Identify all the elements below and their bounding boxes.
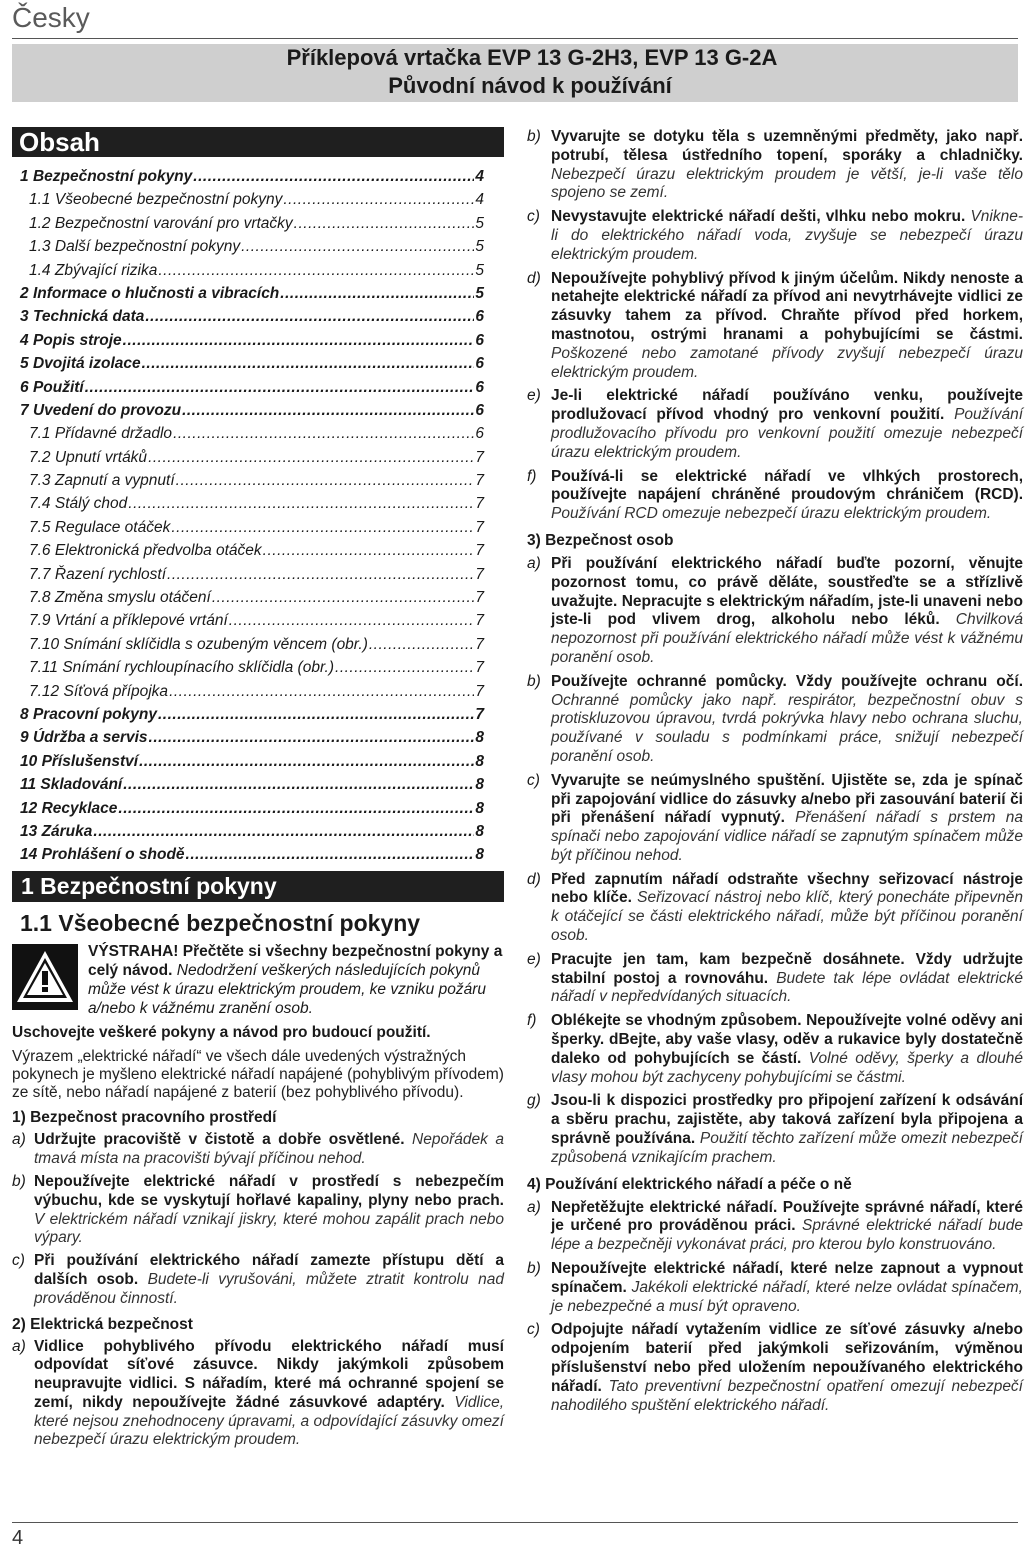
item-italic-text: V elektrickém nářadí vznikají jiskry, které mohou zapálit prach nebo výpary. <box>34 1210 504 1247</box>
toc-leader-dots <box>263 539 475 562</box>
toc-entry[interactable] <box>12 492 504 515</box>
toc-entry-page: 6 <box>475 355 484 373</box>
toc-leader-dots <box>186 843 475 866</box>
toc-leader-dots <box>294 212 475 235</box>
toc-leader-dots <box>93 820 474 843</box>
item-italic-text: Chvilková nepozornost při používání elektrického nářadí může vést k vážnému poranění osob. <box>551 611 1023 666</box>
toc-entry-label <box>20 726 148 749</box>
toc-entry-page: 8 <box>475 752 484 770</box>
left-instructions <box>12 1108 504 1450</box>
warning-italic-text: Nedodržení veškerých následujících pokynů může vést k úrazu elektrickým proudem, ke vzniku požáru a/nebo k vážnému zranění osob. <box>88 961 486 1017</box>
instruction-item <box>527 555 1023 668</box>
item-marker: b) <box>12 1172 26 1190</box>
toc-entry-label <box>29 609 228 632</box>
toc-entry-number: 13 <box>20 822 38 840</box>
instruction-item <box>527 871 1023 946</box>
toc-entry-number: 7.5 <box>29 518 51 536</box>
instruction-item <box>12 1173 504 1248</box>
toc-entry-page: 8 <box>475 776 484 794</box>
instruction-item <box>527 1321 1023 1415</box>
toc-entry[interactable] <box>12 399 504 422</box>
instruction-item <box>527 128 1023 203</box>
toc-entry-label <box>29 563 166 586</box>
instruction-item <box>527 1012 1023 1087</box>
item-marker: e) <box>527 950 541 968</box>
toc-entry-label <box>29 212 293 235</box>
toc-entry-label <box>29 539 262 562</box>
item-italic-text: Používání RCD omezuje nebezpečí úrazu elektrickým proudem. <box>551 505 992 523</box>
toc-entry[interactable] <box>12 422 504 445</box>
toc-entry-label <box>20 773 122 796</box>
toc-entry-label <box>29 188 282 211</box>
item-marker: a) <box>12 1337 26 1355</box>
toc-entry-page: 6 <box>475 425 484 443</box>
toc-entry-title: Snímání sklíčidla s ozubeným věncem (obr.) <box>63 635 368 653</box>
toc-entry-page: 8 <box>475 822 484 840</box>
toc-entry-title: Dvojitá izolace <box>32 355 141 373</box>
toc-entry-label <box>29 422 172 445</box>
instruction-item <box>527 1199 1023 1255</box>
toc-entry[interactable] <box>12 843 504 866</box>
toc-leader-dots <box>173 422 474 445</box>
toc-entry[interactable] <box>12 469 504 492</box>
item-bold-text: Nepoužívejte elektrické nářadí v prostředí s nebezpečím výbuchu, kde se vyskytují hořlavé kapaliny, plyny nebo prach. <box>34 1172 504 1209</box>
toc-entry-number: 7.1 <box>29 425 51 443</box>
toc-entry[interactable] <box>12 446 504 469</box>
toc-leader-dots <box>85 376 475 399</box>
toc-entry-number: 12 <box>20 799 38 817</box>
toc-entry-number: 9 <box>20 729 29 747</box>
toc-entry-label <box>20 305 144 328</box>
toc-entry-number: 5 <box>20 355 29 373</box>
item-italic-text: Tato preventivní bezpečnostní opatření omezují nebezpečí nahodilého spuštění elektrického nářadí. <box>551 1377 1023 1414</box>
instruction-item <box>12 1252 504 1308</box>
instruction-item <box>527 208 1023 264</box>
subsection-title: 1) Bezpečnost pracovního prostředí <box>12 1109 277 1127</box>
toc-entry-page: 7 <box>475 659 484 677</box>
toc-entry-page: 5 <box>475 284 484 302</box>
toc-entry[interactable] <box>12 820 504 843</box>
section-heading: 1 Bezpečnostní pokyny <box>12 871 504 902</box>
toc-entry-title: Změna smyslu otáčení <box>54 589 211 607</box>
toc-entry-page: 6 <box>475 308 484 326</box>
toc-leader-dots <box>176 469 475 492</box>
item-italic-text: Nepořádek a tmavá místa na pracovišti bývají příčinou nehod. <box>34 1131 504 1168</box>
toc-entry[interactable] <box>12 376 504 399</box>
toc-entry-number: 7 <box>20 401 29 419</box>
toc-entry-number: 7.2 <box>29 448 51 466</box>
item-italic-text: Budete tak lépe ovládat elektrické nářadí v nepředvídaných situacích. <box>551 969 1023 1006</box>
toc-entry-label <box>29 235 240 258</box>
toc-entry-label <box>20 282 279 305</box>
toc-entry-title: Regulace otáček <box>54 518 171 536</box>
toc-entry-number: 1.2 <box>29 214 51 232</box>
item-bold-text: Jsou-li k dispozici prostředky pro připojení zařízení k odsávání a sběru prachu, zajistěte, aby taková zařízení byla připojena a správně používána. <box>551 1092 1023 1148</box>
item-italic-text: Vnikne-li do elektrického nářadí voda, zvyšuje se nebezpečí úrazu elektrickým proudem. <box>551 208 1023 263</box>
toc-entry-title: Technická data <box>32 308 145 326</box>
toc-entry[interactable] <box>12 352 504 375</box>
toc-entry-page: 7 <box>475 448 484 466</box>
toc-entry-label <box>20 750 138 773</box>
toc-leader-dots <box>167 563 474 586</box>
item-bold-text: Používejte ochranné pomůcky. Vždy používejte ochranu očí. <box>551 672 1023 690</box>
toc-entry-title: Popis stroje <box>32 331 122 349</box>
item-italic-text: Použití těchto zařízení může omezit nebezpečí způsobená vznikajícím prachem. <box>551 1130 1023 1166</box>
item-bold-text: Odpojujte nářadí vytažením vidlice ze síťové zásuvky a/nebo odpojením baterií před jakýmkoli seřizováním, výměnou příslušenství nebo před uložením nepoužívaného elektrického nářadí. <box>551 1321 1023 1395</box>
toc-entry-label <box>20 843 185 866</box>
toc-entry-label <box>29 633 368 656</box>
toc-entry[interactable] <box>12 656 504 679</box>
toc-leader-dots <box>128 492 474 515</box>
toc-entry-label <box>20 399 181 422</box>
toc-leader-dots <box>123 329 475 352</box>
toc-entry-title: Prohlášení o shodě <box>41 846 185 864</box>
item-marker: a) <box>527 1198 541 1216</box>
toc-entry-number: 14 <box>20 846 38 864</box>
toc-leader-dots <box>182 399 474 422</box>
toc-entry-page: 8 <box>475 799 484 817</box>
item-bold-text: Je-li elektrické nářadí používáno venku, používejte prodlužovací přívod vhodný pro venkovní použití. <box>551 387 1023 424</box>
table-of-contents <box>12 165 504 867</box>
item-marker: f) <box>527 467 537 485</box>
toc-entry[interactable] <box>12 282 504 305</box>
toc-entry-label <box>20 703 157 726</box>
toc-entry-label <box>20 165 192 188</box>
toc-entry-label <box>20 329 122 352</box>
toc-entry[interactable] <box>12 703 504 726</box>
toc-entry-title: Další bezpečnostní pokyny <box>54 238 241 256</box>
toc-entry-number: 7.6 <box>29 542 51 560</box>
toc-entry-page: 4 <box>475 168 484 185</box>
toc-entry-title: Snímání rychloupínacího sklíčidla (obr.) <box>62 659 335 677</box>
toc-entry-label <box>20 797 117 820</box>
toc-leader-dots <box>149 726 475 749</box>
toc-entry-number: 6 <box>20 378 29 396</box>
toc-entry-label <box>29 516 170 539</box>
toc-entry-title: Zbývající rizika <box>54 261 158 279</box>
item-bold-text: Vyvarujte se dotyku těla s uzemněnými předměty, jako např. potrubí, tělesa ústředního topení, sporáky a chladničky. <box>551 128 1023 164</box>
page-number: 4 <box>12 1527 24 1549</box>
toc-leader-dots <box>193 165 474 188</box>
toc-entry-title: Skladování <box>40 776 123 794</box>
toc-entry-title: Použití <box>32 378 84 396</box>
toc-entry-title: Přídavné držadlo <box>54 425 173 443</box>
toc-entry-title: Informace o hlučnosti a vibracích <box>32 284 280 302</box>
toc-entry-page: 7 <box>475 635 484 653</box>
item-italic-text: Volné oděvy, šperky a dlouhé vlasy mohou být zachyceny pohybujícími se částmi. <box>551 1049 1023 1086</box>
toc-entry-page: 7 <box>475 612 484 630</box>
toc-entry-number: 7.8 <box>29 589 51 607</box>
toc-entry-title: Elektronická předvolba otáček <box>54 542 262 560</box>
toc-entry[interactable] <box>12 516 504 539</box>
document-subtitle: Původní návod k používání <box>388 73 672 98</box>
item-bold-text: Používá-li se elektrické nářadí ve vlhkých prostorech, používejte napájení chráněné proudovým chráničem (RCD). <box>551 467 1023 504</box>
toc-leader-dots <box>158 259 474 282</box>
toc-entry-page: 4 <box>475 191 484 209</box>
toc-entry-title: Bezpečnostní pokyny <box>32 168 193 185</box>
item-bold-text: Nepoužívejte elektrické nářadí, které nelze zapnout a vypnout spínačem. <box>551 1260 1023 1296</box>
toc-entry[interactable] <box>12 188 504 211</box>
item-italic-text: Budete-li vyrušováni, můžete ztratit kontrolu nad prováděnou činností. <box>34 1270 504 1307</box>
toc-entry-title: Upnutí vrtáků <box>54 448 148 466</box>
toc-entry[interactable] <box>12 773 504 796</box>
keep-instructions-text: Uschovejte veškeré pokyny a návod pro budoucí použití. <box>12 1023 431 1041</box>
toc-entry-number: 7.9 <box>29 612 51 630</box>
toc-entry-page: 8 <box>475 729 484 747</box>
toc-leader-dots <box>280 282 474 305</box>
toc-entry[interactable] <box>12 563 504 586</box>
footer-rule <box>12 1522 1018 1523</box>
toc-entry[interactable] <box>12 750 504 773</box>
toc-entry[interactable] <box>12 633 504 656</box>
toc-entry[interactable] <box>12 329 504 352</box>
toc-entry-number: 7.7 <box>29 565 51 583</box>
toc-entry-page: 5 <box>475 261 484 279</box>
toc-entry-label <box>29 469 175 492</box>
toc-entry-page: 7 <box>475 495 484 513</box>
toc-entry-number: 1.4 <box>29 261 51 279</box>
item-bold-text: Nevystavujte elektrické nářadí dešti, vlhku nebo mokru. <box>551 208 966 226</box>
toc-entry-number: 7.12 <box>29 682 60 700</box>
toc-entry-page: 7 <box>475 472 484 490</box>
toc-entry[interactable] <box>12 586 504 609</box>
item-bold-text: Pracujte jen tam, kam bezpečně dosáhnete. Vždy udržujte stabilní postoj a rovnováhu. <box>551 950 1023 987</box>
item-marker: g) <box>527 1092 541 1110</box>
toc-entry-number: 7.3 <box>29 472 51 490</box>
toc-entry-page: 6 <box>475 401 484 419</box>
subsection-title: 2) Elektrická bezpečnost <box>12 1315 193 1333</box>
item-italic-text: Používání prodlužovacího přívodu pro venkovní použití omezuje nebezpečí úrazu elektrickým proudem. <box>551 406 1023 461</box>
toc-entry-label <box>29 446 147 469</box>
toc-entry-page: 7 <box>475 705 484 723</box>
item-marker: b) <box>527 1260 541 1278</box>
toc-heading: Obsah <box>12 127 504 157</box>
toc-leader-dots <box>369 633 475 656</box>
toc-leader-dots <box>139 750 474 773</box>
instruction-item <box>527 468 1023 524</box>
toc-entry-number: 3 <box>20 308 29 326</box>
toc-entry-page: 8 <box>475 846 484 864</box>
toc-entry-number: 1.3 <box>29 238 51 256</box>
item-marker: c) <box>527 771 540 789</box>
item-marker: a) <box>527 554 541 572</box>
toc-entry[interactable] <box>12 235 504 258</box>
toc-entry[interactable] <box>12 726 504 749</box>
toc-entry-label <box>29 492 127 515</box>
toc-entry[interactable] <box>12 539 504 562</box>
instruction-item <box>527 772 1023 866</box>
toc-leader-dots <box>142 352 475 375</box>
toc-leader-dots <box>158 703 474 726</box>
toc-leader-dots <box>241 235 474 258</box>
toc-entry[interactable] <box>12 797 504 820</box>
toc-leader-dots <box>145 305 474 328</box>
toc-entry-number: 8 <box>20 705 29 723</box>
toc-leader-dots <box>283 188 474 211</box>
toc-entry-label <box>29 656 334 679</box>
title-band <box>12 44 1018 102</box>
right-instructions <box>527 128 1023 1415</box>
toc-entry-title: Příslušenství <box>41 752 139 770</box>
toc-entry-title: Bezpečnostní varování pro vrtačky <box>54 214 293 232</box>
item-marker: c) <box>527 1321 540 1339</box>
instruction-item <box>527 270 1023 383</box>
item-bold-text: Před zapnutím nářadí odstraňte všechny seřizovací nástroje nebo klíče. <box>551 870 1023 907</box>
toc-entry-title: Stálý chod <box>54 495 128 513</box>
item-italic-text: Ochranné pomůcky jako např. respirátor, bezpečnostní obuv s protiskluzovou úpravou, tvrdá pokrývka hlavy nebo ochrana sluchu, používané v souladu s podmínkami práce, snižují nebezpečí poranění osob. <box>551 691 1023 765</box>
toc-entry-title: Zapnutí a vypnutí <box>54 472 175 490</box>
intro-paragraph: Výrazem „elektrické nářadí“ ve všech dále uvedených výstražných pokynech je myšleno elektrické nářadí napájené (pohyblivým přívodem) ze sítě, nebo nářadí napájené z baterií (bez pohyblivého přívodu). <box>12 1047 504 1102</box>
item-italic-text: Nebezpečí úrazu elektrickým proudem je větší, je-li vaše tělo spojeno se zemí. <box>551 165 1023 202</box>
item-marker: e) <box>527 387 541 405</box>
warning-block <box>12 942 504 1018</box>
toc-leader-dots <box>229 609 475 632</box>
toc-entry-number: 4 <box>20 331 29 349</box>
toc-entry-number: 10 <box>20 752 38 770</box>
toc-leader-dots <box>212 586 475 609</box>
toc-entry-number: 11 <box>20 776 37 794</box>
toc-entry[interactable] <box>12 259 504 282</box>
toc-leader-dots <box>335 656 474 679</box>
toc-leader-dots <box>169 680 474 703</box>
toc-leader-dots <box>148 446 474 469</box>
item-bold-text: Nepoužívejte pohyblivý přívod k jiným účelům. Nikdy nenoste a netahejte elektrické nářadí za přívod ani nevytrhávejte vidlici ze zásuvky tahem za přívod. Chraňte přívod před horkem, mastnotou, ostrými hranami a pohybujícími se částmi. <box>551 269 1023 343</box>
toc-entry-page: 7 <box>475 589 484 607</box>
toc-entry-title: Vrtání a příklepové vrtání <box>54 612 228 630</box>
item-bold-text: Nepřetěžujte elektrické nářadí. Používejte správné nářadí, které je určené pro prováděnou práci. <box>551 1198 1023 1235</box>
item-bold-text: Vyvarujte se neúmyslného spuštění. Ujistěte se, zda je spínač při zapojování vidlice do zásuvky a/nebo při zasouvání baterií či při přenášení nářadí vypnutý. <box>551 771 1023 827</box>
item-bold-text: Při používání elektrického nářadí buďte pozorní, věnujte pozornost tomu, co právě děláte, soustřeďte se a střízlivě uvažujte. Nepracujte s elektrickým nářadím, jste-li unaveni nebo jste-li pod vlivem drog, alkoholu nebo léků. <box>551 554 1023 629</box>
toc-entry-page: 5 <box>475 214 484 232</box>
toc-entry-page: 7 <box>475 518 484 536</box>
item-marker: c) <box>527 208 540 226</box>
toc-entry-number: 7.11 <box>29 659 59 677</box>
toc-entry-page: 7 <box>475 565 484 583</box>
subsection-title: 4) Používání elektrického nářadí a péče o ně <box>527 1175 852 1193</box>
toc-leader-dots <box>171 516 474 539</box>
toc-entry-label <box>20 820 92 843</box>
toc-entry-label <box>20 376 84 399</box>
item-italic-text: Seřizovací nástroj nebo klíč, který ponecháte připevněn k otáčející se části elektrického nářadí, může být příčinou poranění osob. <box>551 889 1023 945</box>
toc-leader-dots <box>118 797 474 820</box>
toc-entry-number: 1 <box>20 168 29 185</box>
toc-entry-number: 1.1 <box>29 191 51 209</box>
instruction-item <box>12 1131 504 1169</box>
instruction-item <box>527 951 1023 1007</box>
toc-entry[interactable] <box>12 609 504 632</box>
toc-entry-number: 2 <box>20 284 29 302</box>
item-marker: d) <box>527 269 541 287</box>
item-marker: b) <box>527 128 541 145</box>
toc-entry-title: Uvedení do provozu <box>32 401 182 419</box>
instruction-item <box>527 1092 1023 1167</box>
toc-entry-number: 7.10 <box>29 635 60 653</box>
toc-entry-label <box>29 586 211 609</box>
item-marker: a) <box>12 1131 26 1149</box>
header-rule <box>12 38 1018 39</box>
subsection-heading: 1.1 Všeobecné bezpečnostní pokyny <box>20 909 421 936</box>
subsection-title: 3) Bezpečnost osob <box>527 531 674 549</box>
toc-entry-title: Pracovní pokyny <box>32 705 157 723</box>
toc-entry-page: 6 <box>475 378 484 396</box>
left-column <box>12 127 504 1450</box>
toc-entry[interactable] <box>12 165 504 188</box>
item-marker: d) <box>527 870 541 888</box>
item-bold-text: Udržujte pracoviště v čistotě a dobře osvětlené. <box>34 1131 405 1149</box>
toc-entry-page: 7 <box>475 542 484 560</box>
toc-entry[interactable] <box>12 305 504 328</box>
toc-entry[interactable] <box>12 212 504 235</box>
toc-entry-label <box>20 352 141 375</box>
item-marker: b) <box>527 672 541 690</box>
toc-entry-page: 5 <box>475 238 484 256</box>
toc-entry-label <box>29 680 168 703</box>
toc-entry-title: Údržba a servis <box>32 729 148 747</box>
toc-leader-dots <box>123 773 474 796</box>
toc-entry-label <box>29 259 157 282</box>
toc-entry-page: 6 <box>475 331 484 349</box>
toc-entry-number: 7.4 <box>29 495 51 513</box>
toc-entry-title: Recyklace <box>41 799 118 817</box>
document-title: Příklepová vrtačka EVP 13 G-2H3, EVP 13 G-2A <box>286 45 778 70</box>
warning-bold-text: VÝSTRAHA! Přečtěte si všechny bezpečnostní pokyny a celý návod. <box>88 942 503 979</box>
instruction-item <box>12 1338 504 1451</box>
item-italic-text: Přenášení nářadí s prstem na spínači nebo zapojování vidlice nářadí se zapnutým spínačem může být příčinou nehod. <box>551 809 1023 864</box>
toc-entry-title: Řazení rychlostí <box>54 565 167 583</box>
toc-entry-page: 7 <box>475 682 484 700</box>
instruction-item <box>527 1260 1023 1316</box>
toc-entry-title: Síťová přípojka <box>63 682 169 700</box>
item-marker: f) <box>527 1012 537 1030</box>
instruction-item <box>527 673 1023 767</box>
item-bold-text: Vidlice pohyblivého přívodu elektrického nářadí musí odpovídat síťové zásuvce. Nikdy jakýmkoli způsobem neupravujte vidlici. S nářadím, které má ochranné spojení se zemí, nikdy nepoužívejte žádné zásuvkové adaptéry. <box>34 1337 504 1411</box>
instruction-item <box>527 387 1023 462</box>
language-label: Česky <box>12 2 90 33</box>
toc-entry-title: Všeobecné bezpečnostní pokyny <box>54 191 283 209</box>
item-bold-text: Oblékejte se vhodným způsobem. Nepoužívejte volné oděvy ani šperky. dBejte, aby vaše vlasy, oděv a rukavice byly dostatečně daleko od pohybujících se částí. <box>551 1012 1023 1067</box>
item-italic-text: Jakékoli elektrické nářadí, které nelze ovládat spínačem, je nebezpečné a musí být opraveno. <box>551 1278 1023 1315</box>
warning-triangle-icon <box>12 944 78 1010</box>
toc-entry[interactable] <box>12 680 504 703</box>
item-bold-text: Při používání elektrického nářadí zamezte přístupu dětí a dalších osob. <box>34 1252 504 1288</box>
toc-entry-title: Záruka <box>41 822 93 840</box>
item-italic-text: Správné elektrické nářadí bude lépe a bezpečněji vykonávat práci, pro kterou bylo konstruováno. <box>551 1217 1023 1254</box>
right-column <box>527 123 1023 1415</box>
item-italic-text: Poškozené nebo zamotané přívody zvyšují nebezpečí úrazu elektrickým proudem. <box>551 344 1023 381</box>
item-italic-text: Vidlice, které nejsou znehodnoceny úpravami, a odpovídající zásuvky omezí nebezpečí úrazu elektrickým proudem. <box>34 1393 504 1449</box>
item-marker: c) <box>12 1252 25 1270</box>
